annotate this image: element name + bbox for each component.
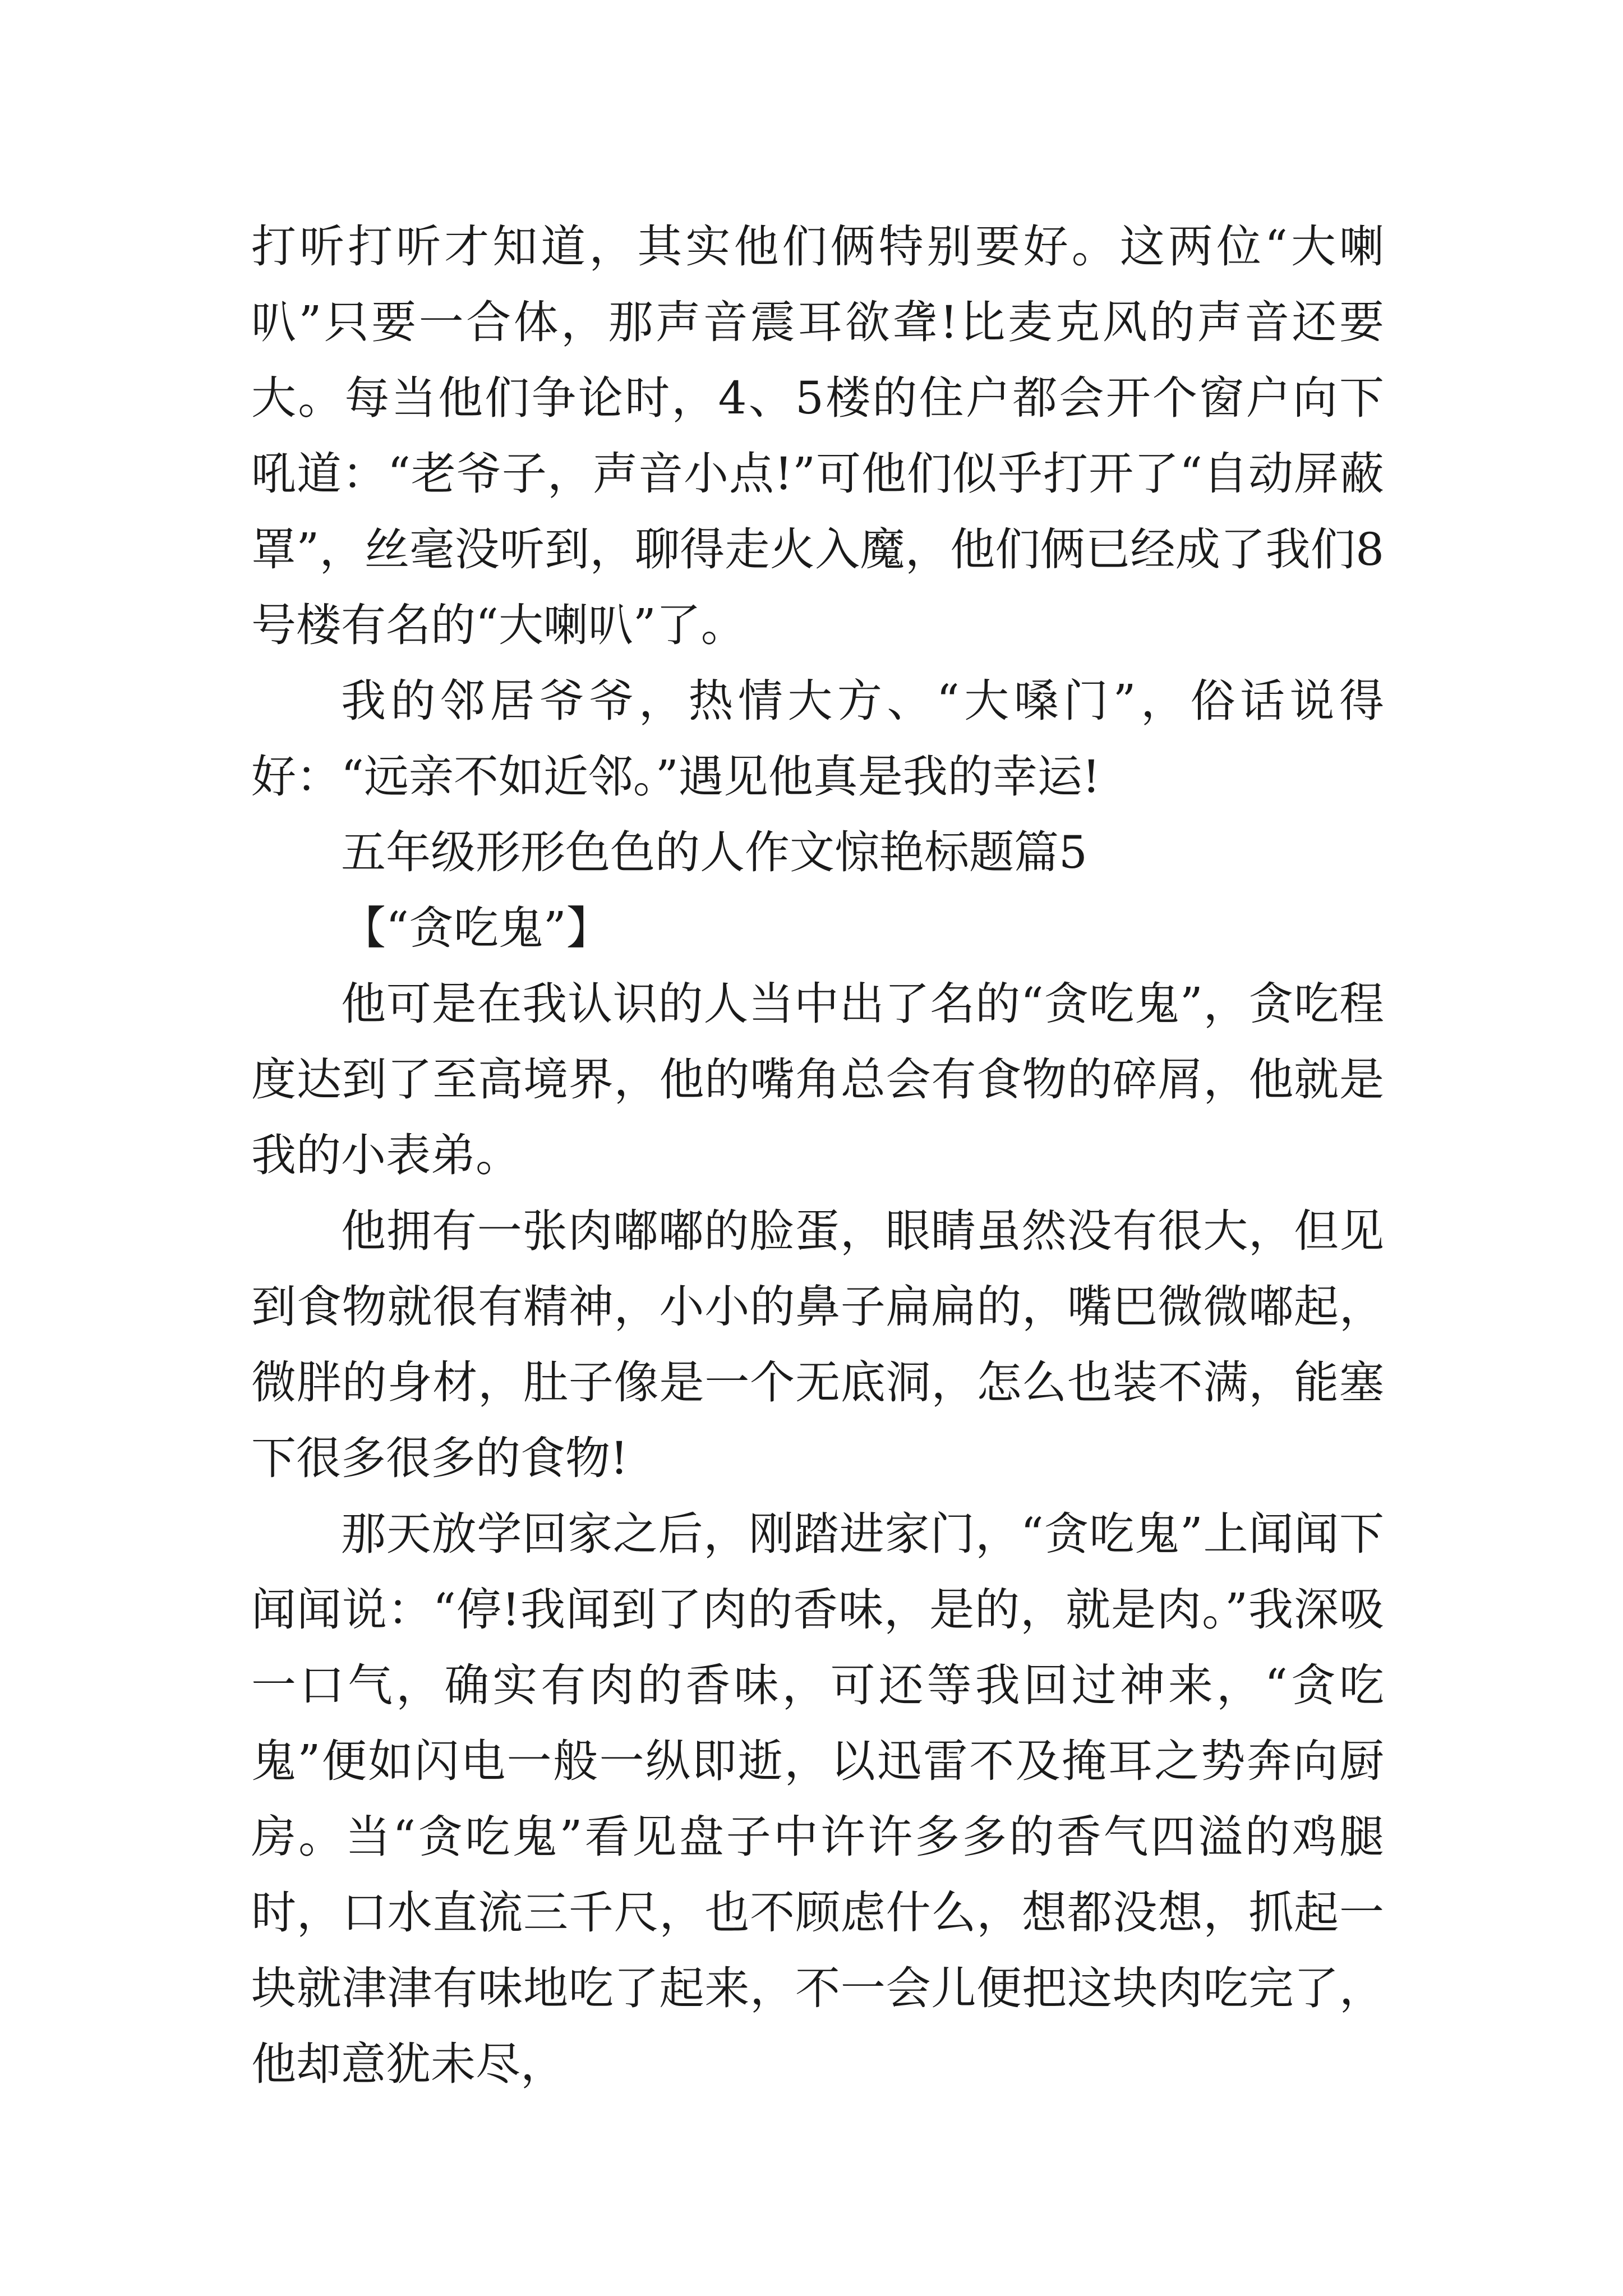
paragraph-appearance: 他拥有一张肉嘟嘟的脸蛋，眼睛虽然没有很大，但见到食物就很有精神，小小的鼻子扁扁的，嘴巴微微嘟起，微胖的身材，肚子像是一个无底洞，怎么也装不满，能塞下很多很多的食物! bbox=[251, 1205, 1384, 1484]
document-body bbox=[251, 209, 1384, 2102]
paragraph-continued: 打听打听才知道，其实他们俩特别要好。这两位“大喇叭”只要一合体，那声音震耳欲聋!比麦克风的声音还要大。每当他们争论时，4、5楼的住户都会开个窗户向下吼道：“老爷子，声音小点!”可他们似乎打开了“自动屏蔽罩”，丝毫没听到，聊得走火入魔，他们俩已经成了我们8号楼有名的“大喇叭”了。 bbox=[251, 220, 1384, 651]
paragraph-story: 那天放学回家之后，刚踏进家门，“贪吃鬼”上闻闻下闻闻说：“停!我闻到了肉的香味，是的，就是肉。”我深吸一口气，确实有肉的香味，可还等我回过神来，“贪吃鬼”便如闪电一般一纵即逝，以迅雷不及掩耳之势奔向厨房。当“贪吃鬼”看见盘子中许许多多的香气四溢的鸡腿时，口水直流三千尺，也不顾虑什么，想都没想，抓起一块就津津有味地吃了起来，不一会儿便把这块肉吃完了，他却意犹未尽， bbox=[251, 1508, 1384, 2090]
section-subtitle: 【“贪吃鬼”】 bbox=[341, 902, 611, 954]
paragraph-intro: 他可是在我认识的人当中出了名的“贪吃鬼”，贪吃程度达到了至高境界，他的嘴角总会有食物的碎屑，他就是我的小表弟。 bbox=[251, 978, 1384, 1181]
paragraph-neighbor-summary: 我的邻居爷爷，热情大方、“大嗓门”，俗话说得好：“远亲不如近邻。”遇见他真是我的幸运! bbox=[251, 675, 1384, 803]
section-title: 五年级形形色色的人作文惊艳标题篇5 bbox=[341, 826, 1087, 878]
